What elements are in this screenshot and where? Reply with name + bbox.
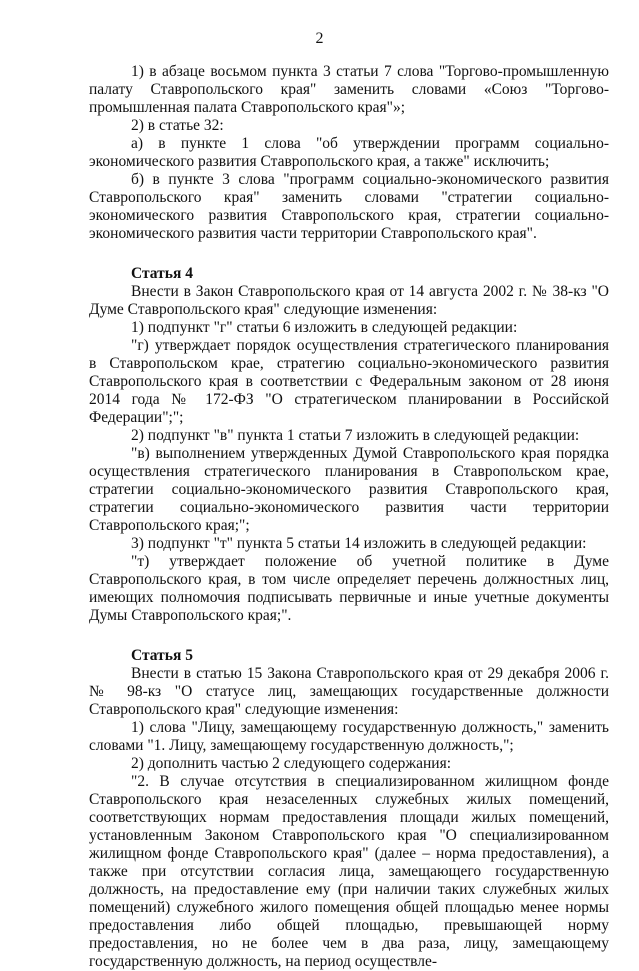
paragraph: Внести в Закон Ставропольского края от 14 августа 2002 г. № 38-кз "О Думе Ставропольского края" следующие изменения:: [89, 283, 609, 318]
paragraph: б) в пункте 3 слова "программ социально-экономического развития Ставропольского края" заменить словами "стратегии социально-экономического развития Ставропольского края, стратегии социально-экономического развития части территории Ставропольского края".: [89, 171, 609, 242]
paragraph: "г) утверждает порядок осуществления стратегического планирования в Ставропольском крае, стратегию социально-экономического развития Ставропольского края в соответствии с Федеральным законом от 28 июня 2014 года № 172-ФЗ "О стратегическом планировании в Российской Федерации";";: [89, 337, 609, 426]
spacer: [89, 625, 609, 647]
paragraph: 1) слова "Лицу, замещающему государственную должность," заменить словами "1. Лицу, замещающему государственную должность,";: [89, 719, 609, 754]
paragraph: а) в пункте 1 слова "об утверждении программ социально-экономического развития Ставропольского края, а также" исключить;: [89, 135, 609, 170]
paragraph: 1) подпункт "г" статьи 6 изложить в следующей редакции:: [131, 319, 518, 336]
paragraph: "2. В случае отсутствия в специализированном жилищном фонде Ставропольского края незаселенных служебных жилых помещений, соответствующих нормам предоставления площади жилых помещений, установленным Законом Ставропольского края "О специализированном жилищном фонде Ставропольского края" (далее – норма предоставления), а также при отсутствии согласия лица, замещающего государственную должность, на предоставление ему (при наличии таких служебных жилых помещений) служебного жилого помещения общей площадью менее нормы предоставления либо общей площадью, превышающей норму предоставления, но не более чем в два раза, лицу, замещающему государственную должность, на период осуществле-: [89, 773, 609, 970]
paragraph: 2) дополнить частью 2 следующего содержания:: [131, 755, 452, 772]
page-number: 2: [315, 30, 324, 47]
spacer: [89, 243, 609, 265]
document-body: [89, 63, 609, 971]
article-heading: Статья 5: [131, 647, 193, 664]
paragraph: 2) подпункт "в" пункта 1 статьи 7 изложить в следующей редакции:: [131, 427, 580, 444]
paragraph: 1) в абзаце восьмом пункта 3 статьи 7 слова "Торгово-промышленную палату Ставропольского края" заменить словами «Союз "Торгово-промышленная палата Ставропольского края"»;: [89, 63, 609, 116]
paragraph: Внести в статью 15 Закона Ставропольского края от 29 декабря 2006 г. № 98-кз "О статусе лиц, замещающих государственные должности Ставропольского края" следующие изменения:: [89, 665, 609, 718]
paragraph: "т) утверждает положение об учетной политике в Думе Ставропольского края, в том числе определяет перечень должностных лиц, имеющих полномочия подписывать первичные и иные учетные документы Думы Ставропольского края;".: [89, 553, 609, 624]
paragraph: "в) выполнением утвержденных Думой Ставропольского края порядка осуществления стратегического планирования в Ставропольском крае, стратегии социально-экономического развития Ставропольского края, стратегии социально-экономического развития части территории Ставропольского края;";: [89, 445, 609, 534]
paragraph: 2) в статье 32:: [131, 117, 224, 134]
paragraph: 3) подпункт "т" пункта 5 статьи 14 изложить в следующей редакции:: [131, 535, 587, 552]
article-heading: Статья 4: [131, 265, 193, 282]
